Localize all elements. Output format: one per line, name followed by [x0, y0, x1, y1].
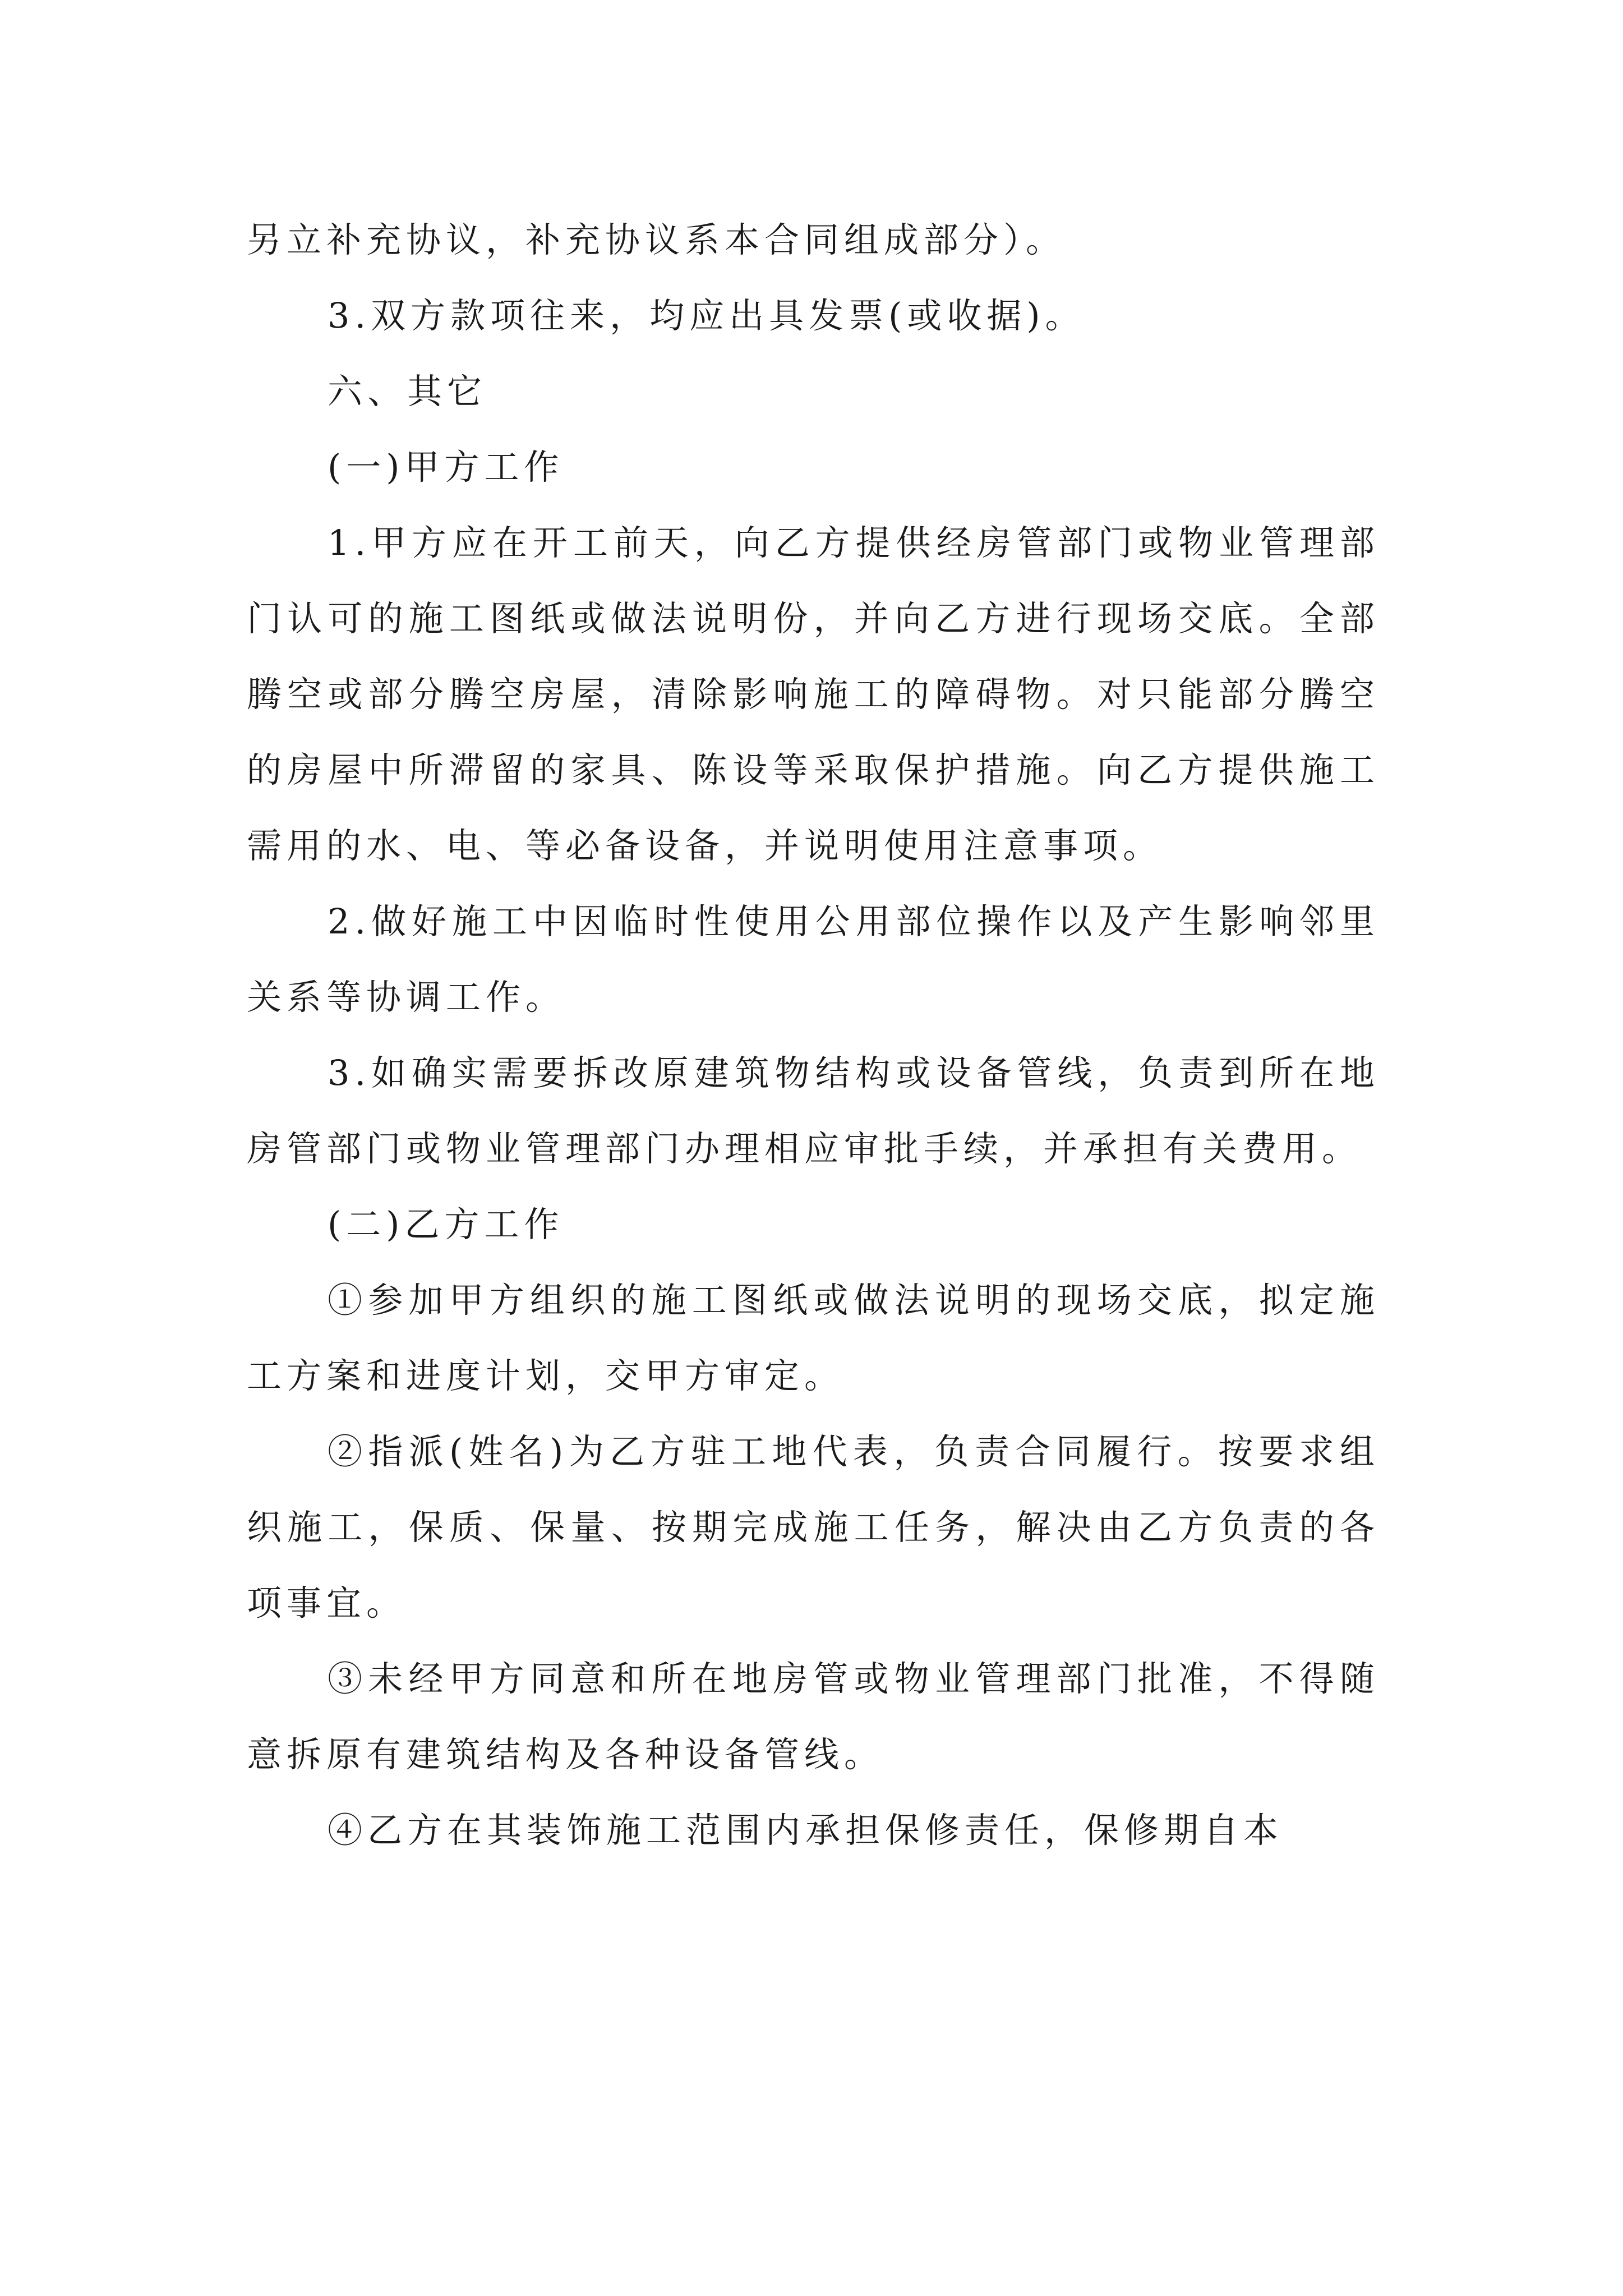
section-heading-other: 六、其它	[328, 371, 487, 412]
paragraph-continuation: 另立补充协议，补充协议系本合同组成部分）。	[247, 219, 1066, 260]
subsection-heading-party-b: (二)乙方工作	[328, 1204, 564, 1245]
paragraph-party-a-item-3: 3.如确实需要拆改原建筑物结构或设备管线，负责到所在地房管部门或物业管理部门办理相应审批手续，并承担有关费用。	[247, 1052, 1380, 1169]
paragraph-party-a-item-1: 1.甲方应在开工前天，向乙方提供经房管部门或物业管理部门认可的施工图纸或做法说明份，并向乙方进行现场交底。全部腾空或部分腾空房屋，清除影响施工的障碍物。对只能部分腾空的房屋中所滞留的家具、陈设等采取保护措施。向乙方提供施工需用的水、电、等必备设备，并说明使用注意事项。	[247, 522, 1380, 866]
paragraph-party-b-item-3: ③未经甲方同意和所在地房管或物业管理部门批准，不得随意拆原有建筑结构及各种设备管线。	[247, 1658, 1380, 1775]
subsection-heading-party-a: (一)甲方工作	[328, 447, 564, 487]
paragraph-party-a-item-2: 2.做好施工中因临时性使用公用部位操作以及产生影响邻里关系等协调工作。	[247, 901, 1380, 1018]
paragraph-payment-invoice: 3.双方款项往来，均应出具发票(或收据)。	[328, 295, 1085, 336]
paragraph-party-b-item-1: ①参加甲方组织的施工图纸或做法说明的现场交底，拟定施工方案和进度计划，交甲方审定。	[247, 1280, 1380, 1396]
document-body	[247, 202, 1380, 1868]
paragraph-party-b-item-2: ②指派(姓名)为乙方驻工地代表，负责合同履行。按要求组织施工，保质、保量、按期完成施工任务，解决由乙方负责的各项事宜。	[247, 1431, 1380, 1623]
paragraph-party-b-item-4: ④乙方在其装饰施工范围内承担保修责任，保修期自本	[328, 1810, 1284, 1851]
